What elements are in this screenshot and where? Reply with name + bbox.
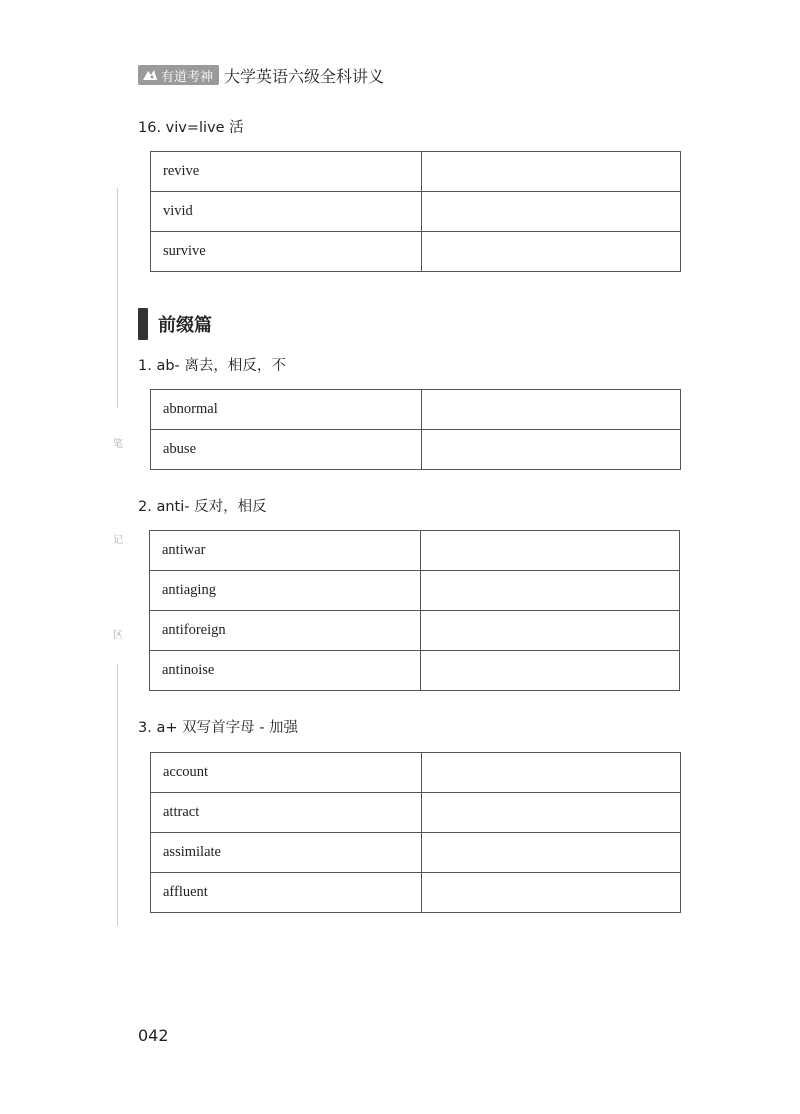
meaning-cell[interactable]	[422, 430, 681, 470]
meaning-cell[interactable]	[422, 192, 681, 232]
part-title-text: 前缀篇	[158, 315, 212, 336]
meaning-cell[interactable]	[421, 651, 680, 691]
meaning-cell[interactable]	[422, 793, 681, 833]
table-row	[150, 651, 680, 691]
vocab-table-a-plus	[150, 752, 681, 913]
brand-name: 有道考神	[161, 69, 214, 85]
word-cell: abnormal	[151, 390, 422, 430]
table-row	[151, 152, 681, 192]
table-row	[151, 793, 681, 833]
word-cell: revive	[151, 152, 422, 192]
vocab-table-anti	[149, 530, 680, 691]
meaning-cell[interactable]	[422, 152, 681, 192]
meaning-cell[interactable]	[422, 873, 681, 913]
book-title: 大学英语六级全科讲义	[224, 66, 385, 86]
margin-note-char-2: 记	[113, 535, 123, 546]
table-row	[151, 753, 681, 793]
meaning-cell[interactable]	[421, 571, 680, 611]
margin-note-char-3: 区	[113, 630, 123, 641]
meaning-cell[interactable]	[422, 753, 681, 793]
part-title	[138, 308, 212, 340]
word-cell: account	[151, 753, 422, 793]
part-title-bar	[138, 308, 148, 340]
table-row	[151, 390, 681, 430]
meaning-cell[interactable]	[422, 390, 681, 430]
page-number: 042	[138, 1026, 169, 1045]
table-row	[151, 232, 681, 272]
table-row	[151, 833, 681, 873]
meaning-cell[interactable]	[421, 531, 680, 571]
brand-logo	[138, 65, 219, 85]
margin-note-char-1: 笔	[113, 439, 123, 450]
word-cell: antinoise	[150, 651, 421, 691]
vocab-table-ab	[150, 389, 681, 470]
vocab-table-viv	[150, 151, 681, 272]
meaning-cell[interactable]	[421, 611, 680, 651]
margin-rule-top	[117, 188, 118, 408]
meaning-cell[interactable]	[422, 232, 681, 272]
brand-mascot-icon	[142, 68, 158, 82]
word-cell: affluent	[151, 873, 422, 913]
section-heading-a-plus: 3. a+ 双写首字母 - 加强	[138, 720, 299, 736]
section-heading-anti: 2. anti- 反对，相反	[138, 499, 267, 515]
table-row	[151, 430, 681, 470]
meaning-cell[interactable]	[422, 833, 681, 873]
section-heading-ab: 1. ab- 离去，相反，不	[138, 358, 286, 374]
margin-rule-bottom	[117, 664, 118, 926]
word-cell: survive	[151, 232, 422, 272]
word-cell: antiaging	[150, 571, 421, 611]
word-cell: abuse	[151, 430, 422, 470]
table-row	[151, 873, 681, 913]
table-row	[150, 611, 680, 651]
table-row	[151, 192, 681, 232]
word-cell: attract	[151, 793, 422, 833]
table-row	[150, 571, 680, 611]
section-heading-viv: 16. viv=live 活	[138, 120, 244, 136]
word-cell: antiforeign	[150, 611, 421, 651]
word-cell: antiwar	[150, 531, 421, 571]
word-cell: vivid	[151, 192, 422, 232]
word-cell: assimilate	[151, 833, 422, 873]
table-row	[150, 531, 680, 571]
page-header	[138, 64, 384, 86]
